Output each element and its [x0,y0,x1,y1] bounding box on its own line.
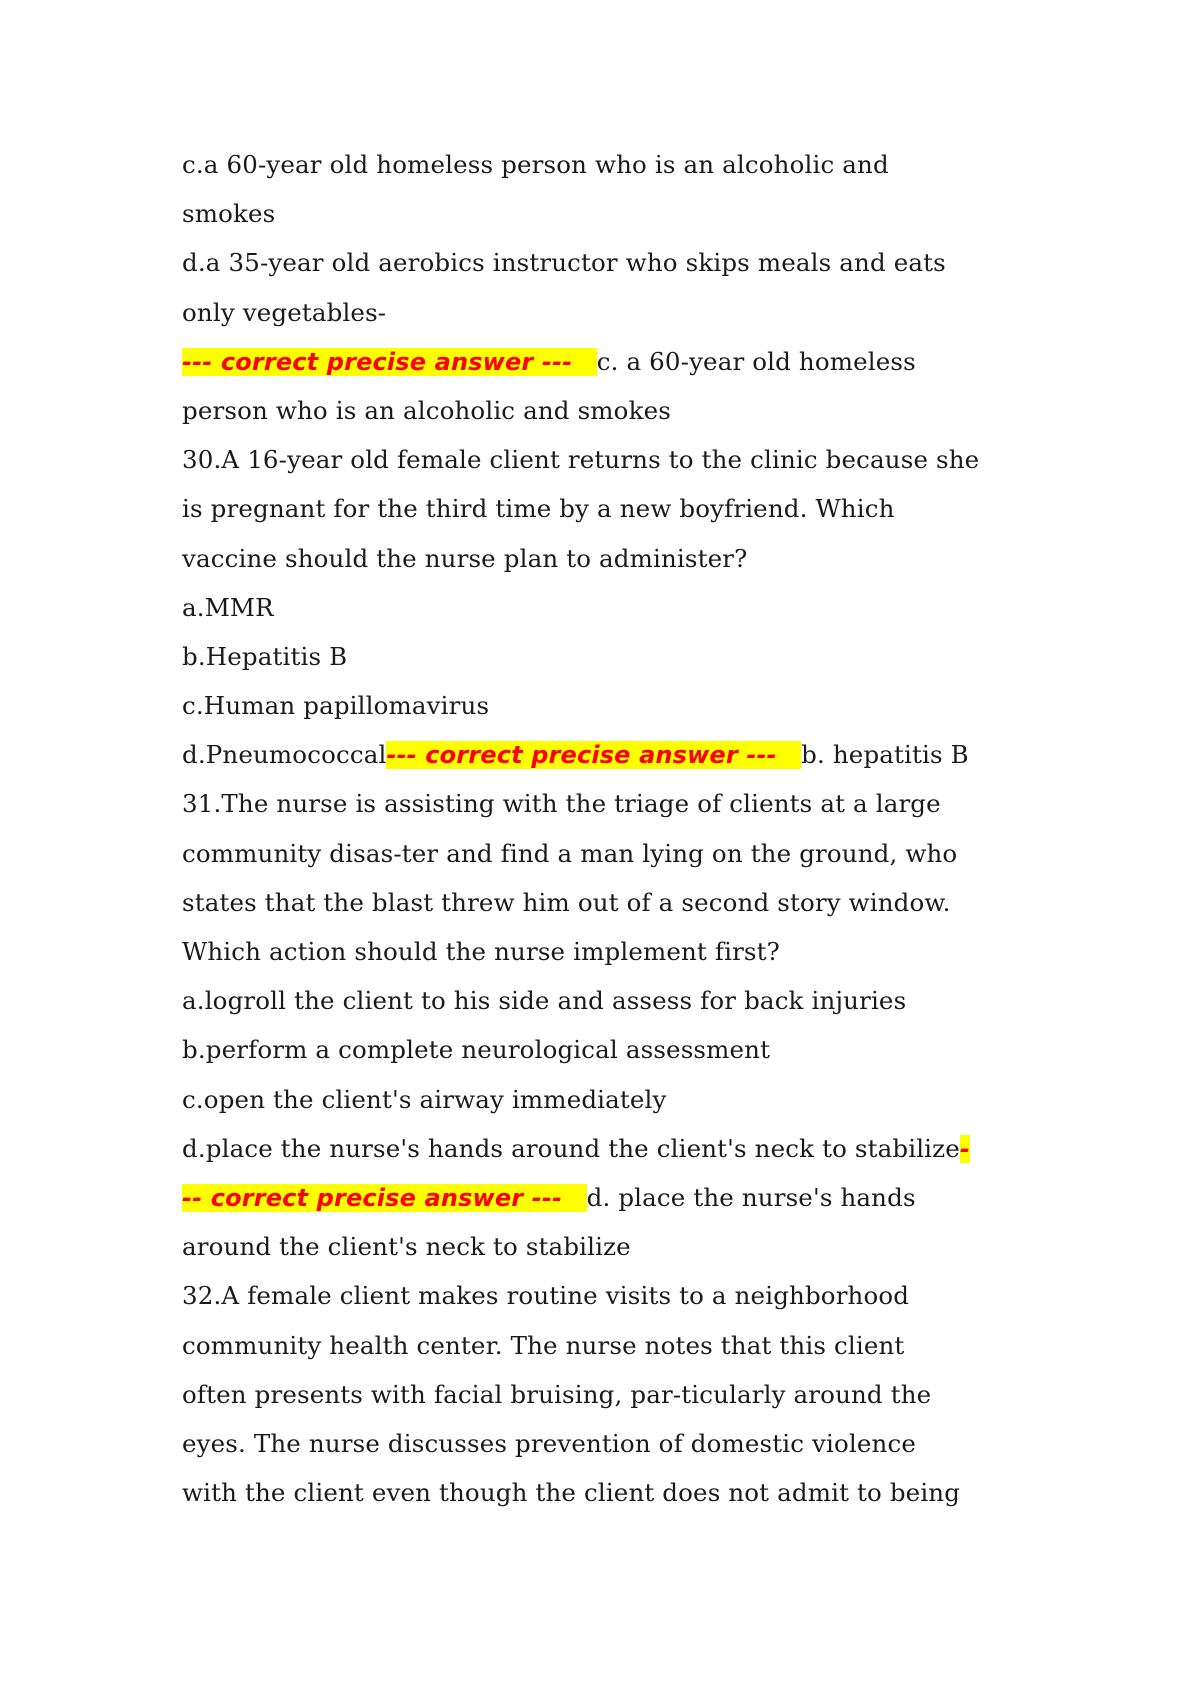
option-line: a.logroll the client to his side and assess for back injuries [182,986,907,1016]
text-line: with the client even though the client does not admit to being [182,1478,961,1508]
option-line: a.MMR [182,592,274,622]
question-line: 30.A 16-year old female client returns to the clinic because she [182,445,980,475]
question-line: 32.A female client makes routine visits to a neighborhood [182,1281,910,1311]
option-line [182,1124,1062,1173]
option-line: c.open the client's airway immediately [182,1084,667,1114]
option-text: d.Pneumococcal [182,740,387,770]
document-page [182,140,1062,1517]
text-line: around the client's neck to stabilize [182,1232,631,1262]
option-text: d.place the nurse's hands around the client's neck to stabilize [182,1133,960,1163]
answer-line [182,730,1062,779]
text-line: d.a 35-year old aerobics instructor who skips meals and eats [182,248,946,278]
option-line: b.Hepatitis B [182,641,348,671]
answer-text: b. hepatitis B [801,740,969,770]
answer-highlight: --- correct precise answer --- [182,348,597,376]
answer-highlight: --- correct precise answer --- [386,741,801,769]
text-line: c.a 60-year old homeless person who is an alcoholic and [182,150,889,179]
text-line: person who is an alcoholic and smokes [182,395,671,425]
text-line: is pregnant for the third time by a new boyfriend. Which [182,494,895,524]
text-line: community health center. The nurse notes that this client [182,1330,905,1360]
text-line: only vegetables- [182,297,387,327]
option-line: b.perform a complete neurological assessment [182,1035,771,1065]
text-line: states that the blast threw him out of a second story window. [182,887,951,917]
answer-text: d. place the nurse's hands [586,1182,916,1212]
text-line: Which action should the nurse implement first? [182,937,780,966]
text-line: often presents with facial bruising, par-ticularly around the [182,1379,932,1409]
answer-highlight: - [959,1134,970,1163]
text-line: eyes. The nurse discusses prevention of domestic violence [182,1428,916,1458]
option-line: c.Human papillomavirus [182,691,490,721]
text-line: community disas-ter and find a man lying on the ground, who [182,838,958,868]
answer-line [182,337,1062,386]
text-line: smokes [182,199,276,229]
answer-text: c. a 60-year old homeless [596,346,916,376]
answer-line [182,1173,1062,1222]
answer-highlight: -- correct precise answer --- [182,1184,587,1212]
text-line: vaccine should the nurse plan to administer? [182,543,748,573]
question-line: 31.The nurse is assisting with the triage of clients at a large [182,789,941,819]
